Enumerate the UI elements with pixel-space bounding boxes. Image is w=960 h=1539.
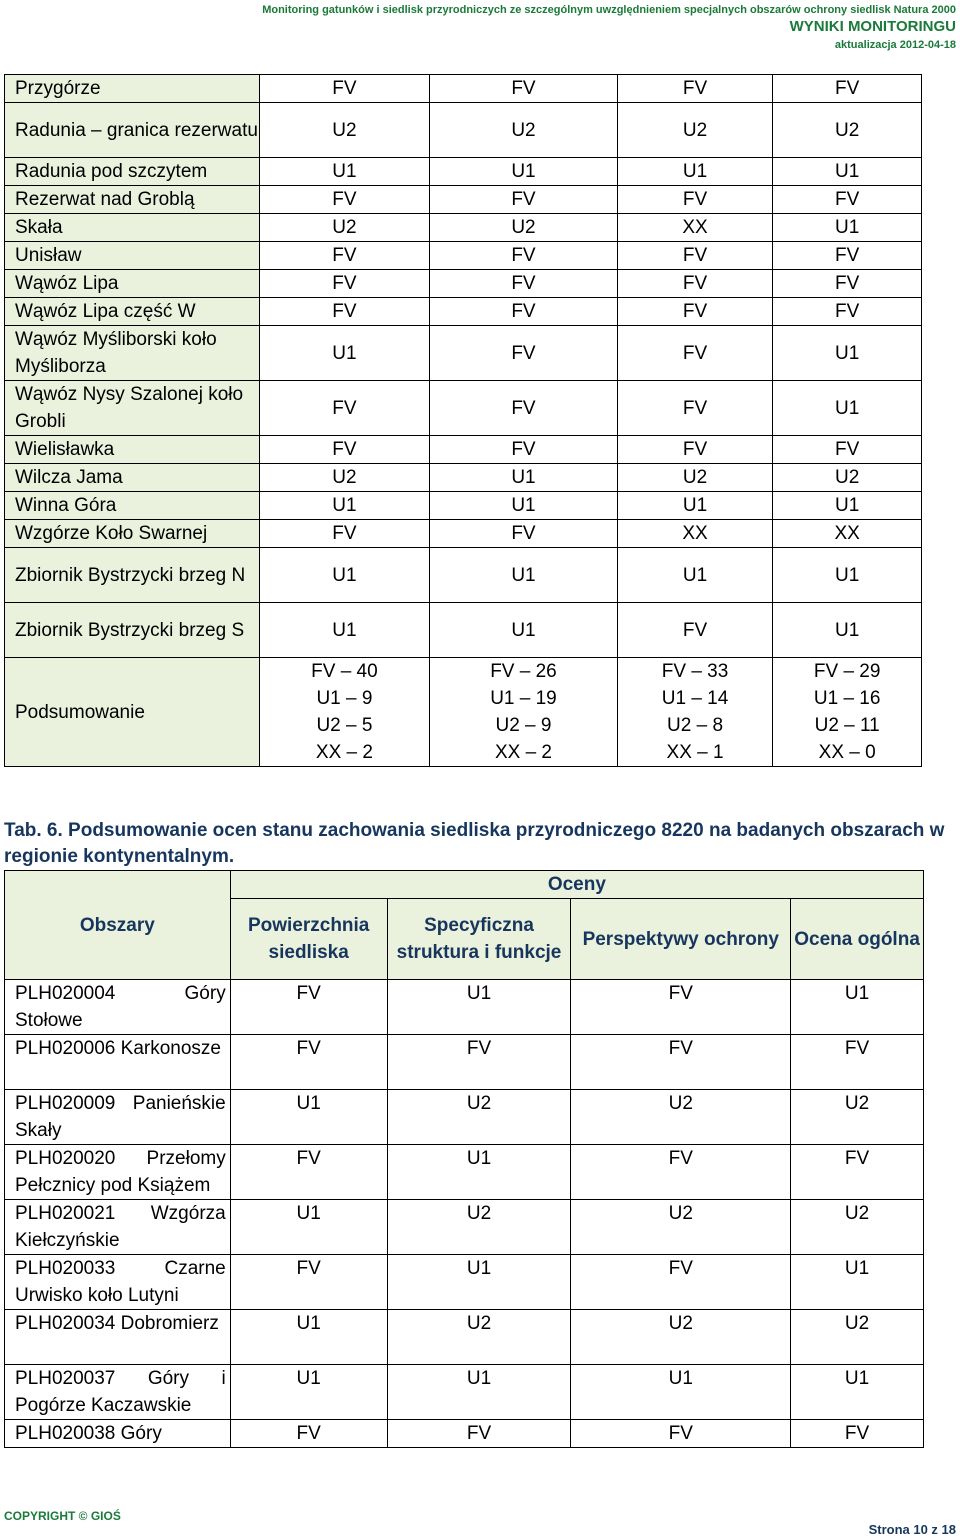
summary-cell — [430, 658, 618, 767]
table-row — [5, 186, 922, 214]
assessment-cell: FV — [430, 75, 618, 103]
header-project-title: Monitoring gatunków i siedlisk przyrodniczych ze szczególnym uwzględnieniem specjalnych obszarów ochrony siedlisk Natura 2000 — [262, 4, 956, 16]
header-obszary: Obszary — [5, 871, 231, 980]
assessment-cell: FV — [430, 242, 618, 270]
summary-count: U2 – 9 — [495, 715, 552, 736]
table-row — [5, 214, 922, 242]
assessment-cell: U1 — [387, 1365, 571, 1420]
assessment-cell: XX — [773, 520, 922, 548]
table-row — [5, 1420, 924, 1448]
assessment-cell: U1 — [259, 548, 430, 603]
table-row — [5, 158, 922, 186]
table-row — [5, 270, 922, 298]
table-row — [5, 548, 922, 603]
summary-count: U2 – 8 — [667, 715, 724, 736]
assessment-cell: FV — [617, 603, 773, 658]
header-oceny: Oceny — [230, 871, 923, 899]
assessment-cell: U1 — [773, 603, 922, 658]
assessment-cell: FV — [617, 326, 773, 381]
assessment-cell: U2 — [773, 103, 922, 158]
assessment-cell: U1 — [773, 326, 922, 381]
assessment-cell: FV — [773, 186, 922, 214]
header-struktura: Specyficzna struktura i funkcje — [387, 899, 571, 980]
assessment-cell: FV — [617, 436, 773, 464]
summary-label: Podsumowanie — [5, 658, 260, 767]
assessment-cell: U1 — [430, 603, 618, 658]
summary-count: U2 – 11 — [814, 715, 880, 736]
site-name: Zbiornik Bystrzycki brzeg S — [5, 603, 260, 658]
site-name: Przygórze — [5, 75, 260, 103]
assessment-cell: FV — [617, 75, 773, 103]
assessment-cell: FV — [773, 270, 922, 298]
site-name: Wilcza Jama — [5, 464, 260, 492]
assessment-cell: FV — [387, 1035, 571, 1090]
assessment-cell: U1 — [387, 1145, 571, 1200]
table-row — [5, 326, 922, 381]
assessment-cell: FV — [230, 1420, 387, 1448]
assessment-cell: FV — [430, 298, 618, 326]
table-row — [5, 298, 922, 326]
summary-count: FV – 33 — [661, 661, 729, 682]
summary-count: U1 – 16 — [813, 688, 881, 709]
assessment-cell: FV — [617, 270, 773, 298]
area-name: PLH020037 Góry i Pogórze Kaczawskie — [5, 1365, 231, 1420]
assessment-cell: XX — [617, 214, 773, 242]
table-caption: Tab. 6. Podsumowanie ocen stanu zachowania siedliska przyrodniczego 8220 na badanych obszarach w regionie kontynentalnym. — [4, 820, 945, 867]
assessment-cell: U1 — [773, 492, 922, 520]
assessment-cell: FV — [259, 75, 430, 103]
assessment-cell: U1 — [430, 464, 618, 492]
site-name: Rezerwat nad Groblą — [5, 186, 260, 214]
summary-count: FV – 26 — [490, 661, 557, 682]
assessment-cell: U1 — [617, 158, 773, 186]
assessment-cell: FV — [259, 520, 430, 548]
summary-row — [5, 658, 922, 767]
assessment-cell: FV — [230, 1255, 387, 1310]
area-name: PLH020038 Góry — [5, 1420, 231, 1448]
summary-cell — [617, 658, 773, 767]
assessment-cell: FV — [791, 1420, 924, 1448]
site-name: Winna Góra — [5, 492, 260, 520]
assessment-cell: FV — [571, 1420, 791, 1448]
table-row — [5, 1365, 924, 1420]
assessment-cell: U1 — [617, 548, 773, 603]
assessment-cell: U2 — [259, 103, 430, 158]
table-row — [5, 1145, 924, 1200]
assessment-cell: U1 — [617, 492, 773, 520]
assessment-cell: U1 — [430, 492, 618, 520]
summary-count: FV – 29 — [813, 661, 881, 682]
assessment-cell: U1 — [387, 980, 571, 1035]
site-name: Zbiornik Bystrzycki brzeg N — [5, 548, 260, 603]
summary-count: U2 – 5 — [316, 715, 373, 736]
assessment-cell: FV — [430, 520, 618, 548]
assessment-cell: U1 — [571, 1365, 791, 1420]
table-row — [5, 1200, 924, 1255]
table-row — [5, 464, 922, 492]
assessment-cell: FV — [571, 1255, 791, 1310]
assessment-cell: FV — [259, 381, 430, 436]
assessment-cell: FV — [230, 1145, 387, 1200]
assessment-cell: FV — [230, 1035, 387, 1090]
assessment-cell: FV — [259, 270, 430, 298]
table-row — [5, 520, 922, 548]
assessment-cell: U1 — [430, 158, 618, 186]
site-name: Skała — [5, 214, 260, 242]
summary-cell — [773, 658, 922, 767]
site-name: Radunia – granica rezerwatu — [5, 103, 260, 158]
assessment-cell: XX — [617, 520, 773, 548]
site-name: Radunia pod szczytem — [5, 158, 260, 186]
assessment-cell: U2 — [259, 464, 430, 492]
assessment-cell: U2 — [430, 214, 618, 242]
assessment-cell: U2 — [791, 1090, 924, 1145]
assessment-cell: U1 — [259, 603, 430, 658]
footer-copyright: COPYRIGHT © GIOŚ — [4, 1509, 121, 1523]
assessment-cell: U2 — [617, 103, 773, 158]
header-section-title: WYNIKI MONITORINGU — [789, 18, 956, 35]
assessment-cell: FV — [259, 298, 430, 326]
summary-count: XX – 0 — [818, 742, 876, 763]
summary-count: XX – 2 — [494, 742, 552, 763]
table-row — [5, 603, 922, 658]
assessment-cell: U1 — [773, 158, 922, 186]
assessment-cell: U2 — [387, 1090, 571, 1145]
assessment-cell: FV — [791, 1145, 924, 1200]
assessment-cell: FV — [430, 270, 618, 298]
table-row — [5, 381, 922, 436]
site-name: Wąwóz Myśliborski koło Myśliborza — [5, 326, 260, 381]
assessment-cell: FV — [571, 980, 791, 1035]
assessment-cell: FV — [571, 1035, 791, 1090]
area-name: PLH020034 Dobromierz — [5, 1310, 231, 1365]
table-row — [5, 980, 924, 1035]
assessment-cell: FV — [617, 381, 773, 436]
assessment-cell: FV — [259, 242, 430, 270]
header-ocena-ogolna: Ocena ogólna — [791, 899, 924, 980]
summary-count: U1 – 14 — [661, 688, 729, 709]
assessment-cell: U1 — [259, 492, 430, 520]
site-name: Wielisławka — [5, 436, 260, 464]
assessment-cell: FV — [571, 1145, 791, 1200]
table-row — [5, 1035, 924, 1090]
table-row — [5, 492, 922, 520]
assessment-cell: FV — [387, 1420, 571, 1448]
site-name: Wąwóz Lipa część W — [5, 298, 260, 326]
assessment-cell: FV — [430, 186, 618, 214]
region-assessment-table — [4, 870, 924, 1448]
assessment-cell: U1 — [773, 381, 922, 436]
assessment-cell: U2 — [430, 103, 618, 158]
table-row — [5, 75, 922, 103]
assessment-cell: U1 — [230, 1090, 387, 1145]
summary-count: FV – 40 — [311, 661, 378, 682]
assessment-cell: U2 — [259, 214, 430, 242]
header-perspektywy: Perspektywy ochrony — [571, 899, 791, 980]
assessment-cell: FV — [773, 298, 922, 326]
summary-cell — [259, 658, 430, 767]
summary-count: XX – 1 — [666, 742, 724, 763]
assessment-cell: FV — [617, 186, 773, 214]
site-name: Wąwóz Lipa — [5, 270, 260, 298]
assessment-cell: FV — [791, 1035, 924, 1090]
assessment-cell: U1 — [773, 548, 922, 603]
table-row — [5, 1255, 924, 1310]
table-row — [5, 1310, 924, 1365]
assessment-cell: FV — [430, 436, 618, 464]
assessment-cell: U2 — [571, 1090, 791, 1145]
summary-count: U1 – 19 — [490, 688, 557, 709]
assessment-cell: U1 — [387, 1255, 571, 1310]
site-assessment-table — [4, 74, 922, 767]
area-name: PLH020033 Czarne Urwisko koło Lutyni — [5, 1255, 231, 1310]
summary-count: U1 – 9 — [316, 688, 373, 709]
assessment-cell: U1 — [773, 214, 922, 242]
table-row — [5, 1090, 924, 1145]
assessment-cell: FV — [617, 242, 773, 270]
header-update-date: aktualizacja 2012-04-18 — [834, 39, 956, 51]
header-powierzchnia: Powierzchnia siedliska — [230, 899, 387, 980]
table-row — [5, 242, 922, 270]
assessment-cell: U1 — [259, 158, 430, 186]
site-name: Unisław — [5, 242, 260, 270]
area-name: PLH020004 Góry Stołowe — [5, 980, 231, 1035]
assessment-cell: FV — [259, 186, 430, 214]
assessment-cell: U2 — [387, 1200, 571, 1255]
area-name: PLH020021 Wzgórza Kiełczyńskie — [5, 1200, 231, 1255]
assessment-cell: FV — [430, 326, 618, 381]
assessment-cell: U2 — [773, 464, 922, 492]
area-name: PLH020020 Przełomy Pełcznicy pod Książem — [5, 1145, 231, 1200]
assessment-cell: U1 — [230, 1365, 387, 1420]
assessment-cell: U1 — [791, 1365, 924, 1420]
assessment-cell: U2 — [791, 1310, 924, 1365]
assessment-cell: FV — [773, 75, 922, 103]
assessment-cell: FV — [259, 436, 430, 464]
assessment-cell: U1 — [230, 1310, 387, 1365]
table-row — [5, 436, 922, 464]
assessment-cell: U1 — [791, 1255, 924, 1310]
site-name: Wzgórze Koło Swarnej — [5, 520, 260, 548]
assessment-cell: U1 — [259, 326, 430, 381]
assessment-cell: FV — [617, 298, 773, 326]
footer-page-number: Strona 10 z 18 — [868, 1522, 956, 1537]
assessment-cell: U2 — [571, 1200, 791, 1255]
assessment-cell: U2 — [791, 1200, 924, 1255]
site-name: Wąwóz Nysy Szalonej koło Grobli — [5, 381, 260, 436]
area-name: PLH020009 Panieńskie Skały — [5, 1090, 231, 1145]
assessment-cell: FV — [230, 980, 387, 1035]
assessment-cell: U1 — [430, 548, 618, 603]
assessment-cell: U2 — [617, 464, 773, 492]
assessment-cell: FV — [430, 381, 618, 436]
assessment-cell: U1 — [230, 1200, 387, 1255]
assessment-cell: U1 — [791, 980, 924, 1035]
assessment-cell: U2 — [387, 1310, 571, 1365]
assessment-cell: U2 — [571, 1310, 791, 1365]
assessment-cell: FV — [773, 242, 922, 270]
assessment-cell: FV — [773, 436, 922, 464]
summary-count: XX – 2 — [315, 742, 373, 763]
table-row — [5, 103, 922, 158]
area-name: PLH020006 Karkonosze — [5, 1035, 231, 1090]
